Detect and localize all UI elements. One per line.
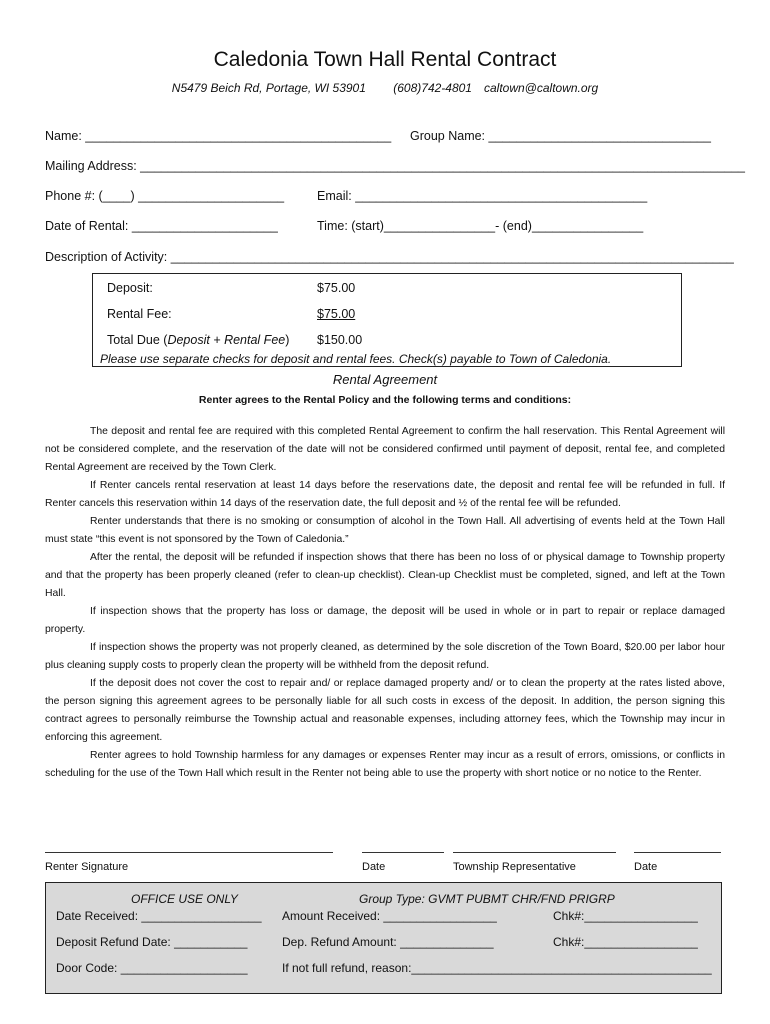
deposit-label: Deposit: xyxy=(107,281,153,295)
description-field[interactable]: Description of Activity: _________________________________________________________________________________ xyxy=(45,250,734,264)
date-label: Date xyxy=(634,861,658,873)
renter-signature-line[interactable] xyxy=(45,852,333,853)
fee-box xyxy=(92,273,682,367)
term-paragraph: If inspection shows the property was not properly cleaned, as determined by the sole discretion of the Town Board, $20.00 per labor hour plus cleaning supply costs to properly clean the property will be withheld from the deposit refund. xyxy=(45,642,725,671)
group-name-field[interactable]: Group Name: ________________________________ xyxy=(410,129,711,143)
renter-date-line[interactable] xyxy=(362,852,444,853)
office-heading: OFFICE USE ONLY xyxy=(131,892,238,906)
rental-fee-label: Rental Fee: xyxy=(107,307,172,321)
email: caltown@caltown.org xyxy=(483,81,599,95)
refund-reason-field[interactable]: If not full refund, reason:_____________________________________________ xyxy=(282,961,712,975)
contact-line xyxy=(0,81,770,95)
check-number-field[interactable]: Chk#:_________________ xyxy=(553,909,698,923)
total-label: Total Due (Deposit + Rental Fee) xyxy=(107,333,290,347)
date-received-field[interactable]: Date Received: __________________ xyxy=(56,909,262,923)
check-number-field[interactable]: Chk#:_________________ xyxy=(553,935,698,949)
term-paragraph: The deposit and rental fee are required with this completed Rental Agreement to confirm the hall reservation. This Rental Agreement will not be considered complete, and the reservation of the date will not be considered confirmed until payment of deposit, rental fee, and completed Rental Agreement are received by the Town Clerk. xyxy=(45,426,725,473)
township-rep-line[interactable] xyxy=(453,852,616,853)
deposit-value: $75.00 xyxy=(317,281,356,295)
mailing-address-field[interactable]: Mailing Address: _______________________________________________________________________________________ xyxy=(45,159,745,173)
total-value: $150.00 xyxy=(317,333,363,347)
deposit-refund-amount-field[interactable]: Dep. Refund Amount: ______________ xyxy=(282,935,494,949)
renter-signature-label: Renter Signature xyxy=(45,861,129,873)
phone-field[interactable]: Phone #: (____) _____________________ xyxy=(45,189,285,203)
township-date-line[interactable] xyxy=(634,852,721,853)
phone: (608)742-4801 xyxy=(393,81,472,95)
term-paragraph: If inspection shows that the property has loss or damage, the deposit will be used in whole or in part to repair or replace damaged property. xyxy=(45,606,725,635)
page-title: Caledonia Town Hall Rental Contract xyxy=(213,48,557,71)
deposit-refund-date-field[interactable]: Deposit Refund Date: ___________ xyxy=(56,935,248,949)
term-paragraph: Renter understands that there is no smoking or consumption of alcohol in the Town Hall. All advertising of events held at the Town Hall must state “this event is not sponsored by the Town of Caledonia.” xyxy=(45,516,725,545)
email-field[interactable]: Email: __________________________________________ xyxy=(317,189,648,203)
door-code-field[interactable]: Door Code: ___________________ xyxy=(56,961,248,975)
date-of-rental-field[interactable]: Date of Rental: _____________________ xyxy=(45,219,278,233)
agreement-subheading: Renter agrees to the Rental Policy and the following terms and conditions: xyxy=(198,394,572,406)
check-note: Please use separate checks for deposit and rental fees. Check(s) payable to Town of Caledonia. xyxy=(100,352,612,366)
address: N5479 Beich Rd, Portage, WI 53901 xyxy=(171,81,366,95)
date-label: Date xyxy=(362,861,386,873)
term-paragraph: Renter agrees to hold Township harmless for any damages or expenses Renter may incur as a result of errors, omissions, or conflicts in scheduling for the use of the Town Hall which result in the Renter not being able to use the property with short notice or no notice to the Renter. xyxy=(45,750,725,779)
township-rep-label: Township Representative xyxy=(453,861,576,873)
name-field[interactable]: Name: ____________________________________________ xyxy=(45,129,392,143)
time-field[interactable]: Time: (start)________________- (end)________________ xyxy=(317,219,644,233)
group-type: Group Type: GVMT PUBMT CHR/FND PRIGRP xyxy=(359,892,615,906)
rental-fee-value: $75.00 xyxy=(317,307,356,321)
term-paragraph: If the deposit does not cover the cost to repair and/ or replace damaged property and/ or to clean the property at the rates listed above, the person signing this agreement agrees to be personally liable for all such costs in excess of the deposit. In addition, the person signing this contract agrees to personally reimburse the Township actual and reasonable expenses, including attorney fees, which the Township may incur in enforcing this agreement. xyxy=(45,678,725,743)
office-use-box xyxy=(45,882,722,994)
agreement-heading: Rental Agreement xyxy=(332,372,438,387)
term-paragraph: After the rental, the deposit will be refunded if inspection shows that there has been no loss of or physical damage to Township property and that the property has been properly cleaned (refer to clean-up checklist). Clean-up Checklist must be completed, signed, and left at the Town Hall. xyxy=(45,552,725,599)
terms-body xyxy=(45,423,725,783)
amount-received-field[interactable]: Amount Received: _________________ xyxy=(282,909,497,923)
term-paragraph: If Renter cancels rental reservation at least 14 days before the reservations date, the deposit and rental fee will be refunded in full. If Renter cancels this reservation within 14 days of the reservation date, the full deposit and ½ of the rental fee will be refunded. xyxy=(45,480,725,509)
